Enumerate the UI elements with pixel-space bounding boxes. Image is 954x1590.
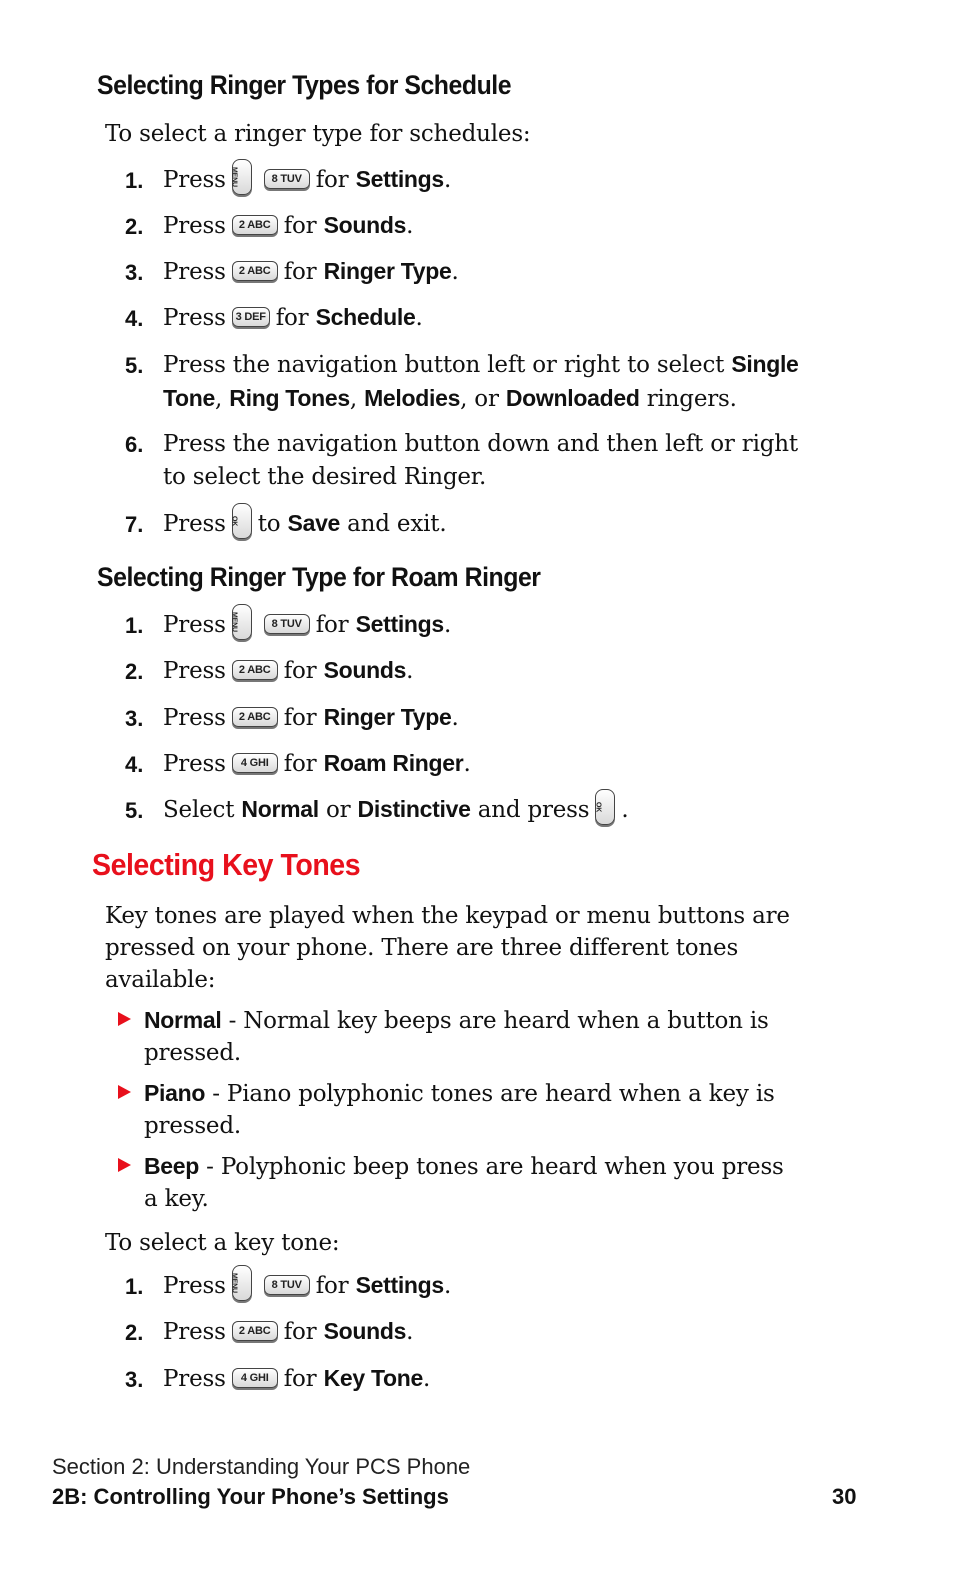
ok-key-icon: OK [595, 789, 615, 825]
menu-key-icon: MENU [232, 1265, 252, 1301]
red-triangle-icon [118, 1158, 131, 1172]
step-item: Press MENU 8 TUV for Settings. [163, 163, 451, 199]
step-number: 3. [125, 260, 144, 285]
step-number: 4. [125, 306, 144, 331]
step-number: 1. [125, 613, 144, 638]
list-item: Piano - Piano polyphonic tones are heard when a key is pressed. [118, 1077, 798, 1142]
key-2-icon: 2 ABC [232, 261, 278, 281]
key-3-icon: 3 DEF [232, 307, 270, 327]
key-2-icon: 2 ABC [232, 707, 278, 727]
outro-text: To select a key tone: [105, 1230, 340, 1256]
key-8-icon: 8 TUV [264, 1275, 310, 1295]
footer-section: Section 2: Understanding Your PCS Phone [52, 1454, 471, 1479]
step-number: 2. [125, 659, 144, 684]
step-number: 2. [125, 1320, 144, 1345]
step-item: Press 2 ABC for Sounds. [163, 657, 414, 684]
step-number: 5. [125, 798, 144, 823]
step-number: 1. [125, 168, 144, 193]
intro-paragraph: Key tones are played when the keypad or menu buttons are pressed on your phone. There are three different tones available: [105, 903, 790, 993]
step-item: Press the navigation button left or right to select Single Tone, Ring Tones, Melodies, or Downloaded ringers. [163, 351, 799, 412]
section-heading-roam: Selecting Ringer Type for Roam Ringer [97, 562, 541, 592]
step-item: Press 4 GHI for Key Tone. [163, 1365, 431, 1392]
step-item: Select Normal or Distinctive and press OK . [163, 793, 629, 829]
list-item: Beep - Polyphonic beep tones are heard when you press a key. [118, 1150, 798, 1215]
key-2-icon: 2 ABC [232, 1321, 278, 1341]
step-number: 1. [125, 1274, 144, 1299]
red-triangle-icon [118, 1012, 131, 1026]
step-number: 6. [125, 432, 144, 457]
step-item: Press 2 ABC for Sounds. [163, 212, 414, 239]
step-number: 2. [125, 214, 144, 239]
step-item: Press 2 ABC for Sounds. [163, 1318, 414, 1345]
key-4-icon: 4 GHI [232, 753, 278, 773]
step-item: Press 4 GHI for Roam Ringer. [163, 750, 471, 777]
page-number: 30 [832, 1484, 857, 1509]
step-number: 3. [125, 706, 144, 731]
key-8-icon: 8 TUV [264, 169, 310, 189]
key-2-icon: 2 ABC [232, 215, 278, 235]
intro-text: To select a ringer type for schedules: [105, 121, 531, 147]
menu-key-icon: MENU [232, 159, 252, 195]
step-item: Press 3 DEF for Schedule. [163, 304, 423, 331]
step-item: Press the navigation button down and then left or right to select the desired Ringer. [163, 431, 798, 490]
footer-chapter: 2B: Controlling Your Phone’s Settings [52, 1484, 449, 1509]
section-heading-key-tones: Selecting Key Tones [92, 847, 361, 882]
list-item: Normal - Normal key beeps are heard when a button is pressed. [118, 1004, 798, 1069]
key-8-icon: 8 TUV [264, 614, 310, 634]
menu-key-icon: MENU [232, 604, 252, 640]
step-number: 5. [125, 353, 144, 378]
step-item: Press MENU 8 TUV for Settings. [163, 608, 451, 644]
step-number: 3. [125, 1367, 144, 1392]
red-triangle-icon [118, 1085, 131, 1099]
key-4-icon: 4 GHI [232, 1368, 278, 1388]
ok-key-icon: OK [232, 503, 252, 539]
step-item: Press MENU 8 TUV for Settings. [163, 1269, 451, 1305]
step-item: Press OK to Save and exit. [163, 507, 446, 543]
step-item: Press 2 ABC for Ringer Type. [163, 704, 459, 731]
section-heading-schedule: Selecting Ringer Types for Schedule [97, 70, 512, 100]
step-number: 7. [125, 512, 144, 537]
key-2-icon: 2 ABC [232, 660, 278, 680]
step-item: Press 2 ABC for Ringer Type. [163, 258, 459, 285]
step-number: 4. [125, 752, 144, 777]
